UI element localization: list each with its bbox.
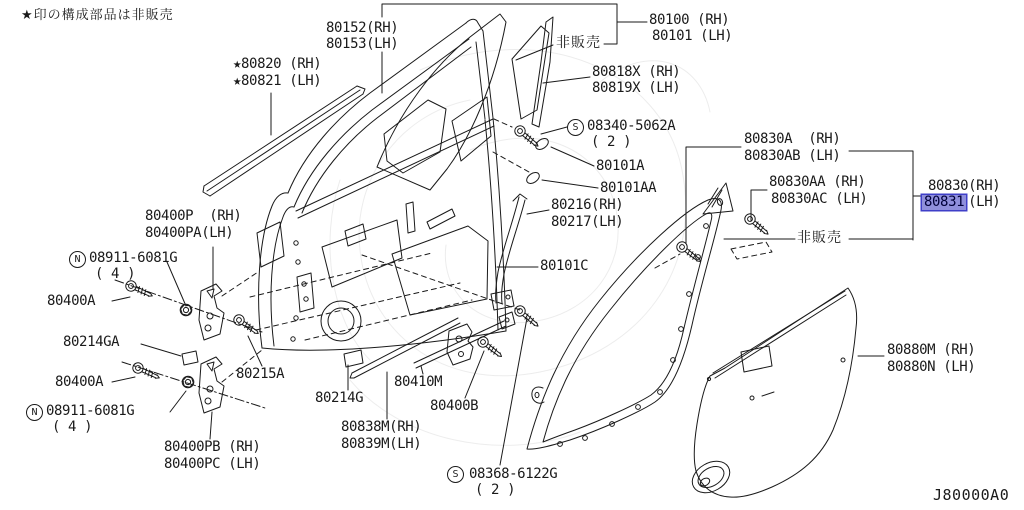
part-label-80101C[interactable]: 80101C [540,258,589,274]
part-label-80819X[interactable]: 80819X (LH) [592,80,681,96]
not-for-sale-note: ★印の構成部品は非販売 [21,8,174,23]
part-label-80101[interactable]: 80101 (LH) [652,28,733,44]
weatherstrip-seal-loop [527,198,721,449]
part-label-80830[interactable]: 80830(RH) [928,178,1001,194]
part-label-80101AA[interactable]: 80101AA [600,180,657,196]
part-label-80410M[interactable]: 80410M [394,374,443,390]
part-label-80839M[interactable]: 80839M(LH) [341,436,422,452]
diagram-code: J80000A0 [933,486,1010,504]
part-label-80100[interactable]: 80100 (RH) [649,12,730,28]
part-label-80400B[interactable]: 80400B [430,398,479,414]
part-label-80880M[interactable]: 80880M (RH) [887,342,976,358]
part-label-80400PA[interactable]: 80400PA(LH) [145,225,234,241]
part-label-08340-5062A[interactable]: 08340-5062A [587,118,676,134]
part-label-80216[interactable]: 80216(RH) [551,197,624,213]
not-for-sale-tag-top: 非販売 [556,35,601,51]
part-label-08911-6081G[interactable]: 08911-6081G [89,250,178,266]
part-label-80101A[interactable]: 80101A [596,158,645,174]
qty-08911-bottom: ( 4 ) [52,419,93,435]
part-label-08911-6081G-lower[interactable]: 08911-6081G [46,403,135,419]
part-label-80400A-lower[interactable]: 80400A [55,374,104,390]
part-label-08368-6122G[interactable]: 08368-6122G [469,466,558,482]
part-label-80400PC[interactable]: 80400PC (LH) [164,456,261,472]
part-label-80831-side: (LH) [968,194,1001,210]
circled-n-icon: N [69,251,86,268]
part-label-80400PB[interactable]: 80400PB (RH) [164,439,261,455]
qty-08911-top: ( 4 ) [95,266,136,282]
rear-sash-run-channel [491,119,550,310]
part-label-80818X[interactable]: 80818X (RH) [592,64,681,80]
part-label-80831-row[interactable] [922,195,1000,210]
circled-s-icon: S [567,119,584,136]
part-label-80830AA[interactable]: 80830AA (RH) [769,174,866,190]
part-label-80880N[interactable]: 80880N (LH) [887,359,976,375]
part-label-80831-highlighted[interactable]: 80831 [924,194,965,210]
circled-n-icon: N [26,404,43,421]
door-glass [377,14,553,190]
molding-strip-80820 [203,86,365,196]
not-for-sale-tag-right: 非販売 [797,230,842,246]
part-label-80217[interactable]: 80217(LH) [551,214,624,230]
qty-08340: ( 2 ) [591,134,632,150]
qty-08368: ( 2 ) [475,482,516,498]
part-label-80152[interactable]: 80152(RH) [326,20,399,36]
circled-s-icon: S [447,466,464,483]
outer-door-panel [687,288,857,499]
part-label-80821[interactable]: ★80821 (LH) [233,73,322,89]
part-label-80830A[interactable]: 80830A (RH) [744,131,841,147]
part-label-80830AB[interactable]: 80830AB (LH) [744,148,841,164]
part-label-80830AC[interactable]: 80830AC (LH) [771,191,868,207]
part-label-80820[interactable]: ★80820 (RH) [233,56,322,72]
part-label-80153[interactable]: 80153(LH) [326,36,399,52]
part-label-80214G[interactable]: 80214G [315,390,364,406]
part-label-80215A[interactable]: 80215A [236,366,285,382]
part-label-80838M[interactable]: 80838M(RH) [341,419,422,435]
part-label-80214GA[interactable]: 80214GA [63,334,120,350]
part-label-80400P[interactable]: 80400P (RH) [145,208,242,224]
part-label-80400A-upper[interactable]: 80400A [47,293,96,309]
